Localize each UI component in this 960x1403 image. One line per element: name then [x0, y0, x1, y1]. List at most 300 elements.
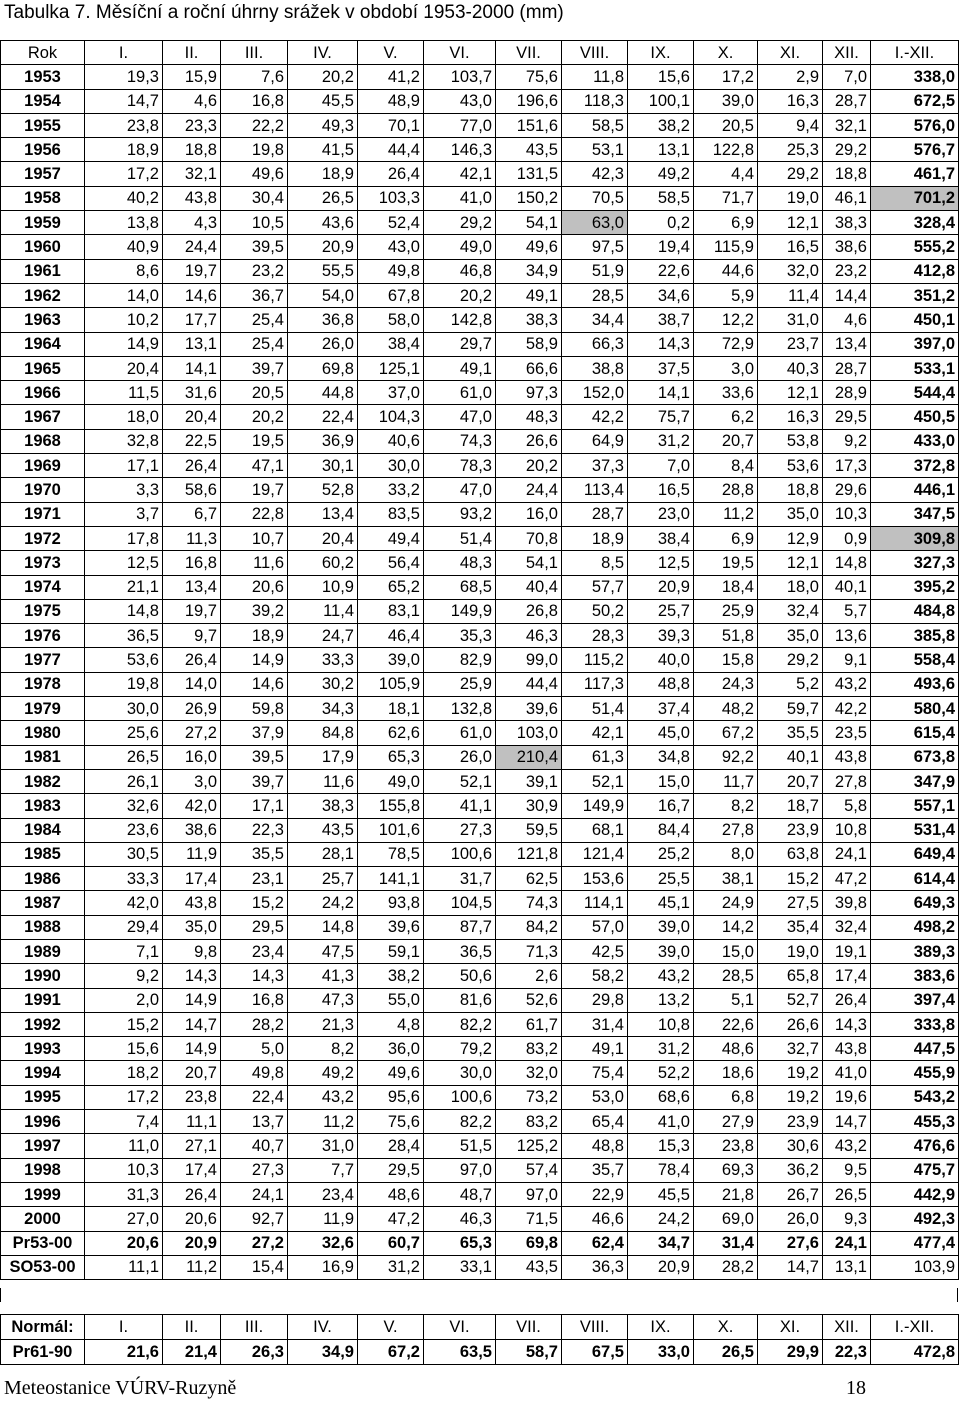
table-cell: 26,8 — [496, 599, 562, 623]
table-cell: 34,6 — [628, 283, 694, 307]
table-cell: 15,0 — [628, 769, 694, 793]
table-cell: 22,4 — [288, 405, 358, 429]
table-row — [1, 697, 959, 721]
table-cell: 33,1 — [424, 1255, 496, 1279]
table-cell: 20,4 — [163, 405, 221, 429]
table-cell: 14,2 — [694, 915, 758, 939]
table-cell: 20,6 — [221, 575, 288, 599]
table-cell: 28,3 — [562, 624, 628, 648]
table-row — [1, 259, 959, 283]
table-cell: 26,5 — [823, 1182, 871, 1206]
table-cell: 48,6 — [694, 1037, 758, 1061]
table-cell: 476,6 — [871, 1134, 959, 1158]
table-cell: 69,0 — [694, 1207, 758, 1231]
table-cell: 38,8 — [562, 356, 628, 380]
table-cell: 8,6 — [85, 259, 163, 283]
table-cell: 5,9 — [694, 283, 758, 307]
table-cell: 11,3 — [163, 526, 221, 550]
table-cell: 47,0 — [424, 478, 496, 502]
table-cell: 47,2 — [823, 867, 871, 891]
table-cell: 93,2 — [424, 502, 496, 526]
table-cell: 20,4 — [85, 356, 163, 380]
table-cell: 36,7 — [221, 283, 288, 307]
table-cell: 40,3 — [758, 356, 823, 380]
table-cell: 24,7 — [288, 624, 358, 648]
normal-cell: 58,7 — [496, 1340, 562, 1365]
table-cell: 97,5 — [562, 235, 628, 259]
table-cell: 29,2 — [758, 648, 823, 672]
table-cell: 100,1 — [628, 89, 694, 113]
table-cell: 576,0 — [871, 113, 959, 137]
table-cell: 14,0 — [85, 283, 163, 307]
table-cell: 8,5 — [562, 551, 628, 575]
table-header-row — [1, 41, 959, 65]
normal-cell: 33,0 — [628, 1340, 694, 1365]
table-cell: 11,6 — [288, 769, 358, 793]
table-cell: 57,4 — [496, 1158, 562, 1182]
table-cell: 39,3 — [628, 624, 694, 648]
table-cell: 615,4 — [871, 721, 959, 745]
table-cell: 115,9 — [694, 235, 758, 259]
table-cell: 58,2 — [562, 964, 628, 988]
table-cell: 11,9 — [163, 842, 221, 866]
table-cell: 18,9 — [85, 138, 163, 162]
table-cell: 25,9 — [424, 672, 496, 696]
table-cell: 82,2 — [424, 1110, 496, 1134]
table-cell: 43,2 — [823, 672, 871, 696]
table-cell: 20,7 — [694, 429, 758, 453]
row-label: 1999 — [1, 1182, 85, 1206]
table-cell: 11,1 — [85, 1255, 163, 1279]
table-cell: 87,7 — [424, 915, 496, 939]
table-cell: 51,9 — [562, 259, 628, 283]
table-cell: 33,2 — [358, 478, 424, 502]
row-label: 1964 — [1, 332, 85, 356]
table-cell: 38,6 — [163, 818, 221, 842]
table-cell: 14,1 — [163, 356, 221, 380]
normal-cell: 67,5 — [562, 1340, 628, 1365]
table-cell: 34,7 — [628, 1231, 694, 1255]
table-row — [1, 575, 959, 599]
table-cell: 49,1 — [496, 283, 562, 307]
table-cell: 672,5 — [871, 89, 959, 113]
table-row — [1, 842, 959, 866]
table-cell: 84,2 — [496, 915, 562, 939]
table-cell: 49,6 — [221, 162, 288, 186]
table-cell: 28,5 — [562, 283, 628, 307]
table-cell: 59,5 — [496, 818, 562, 842]
table-cell: 13,2 — [628, 988, 694, 1012]
table-cell: 18,8 — [163, 138, 221, 162]
normal-column-header: V. — [358, 1315, 424, 1340]
table-cell: 26,0 — [758, 1207, 823, 1231]
table-cell: 38,2 — [628, 113, 694, 137]
table-row — [1, 332, 959, 356]
row-label: 1978 — [1, 672, 85, 696]
table-cell: 5,8 — [823, 794, 871, 818]
table-cell: 30,1 — [288, 454, 358, 478]
table-cell: 41,1 — [424, 794, 496, 818]
table-cell: 25,7 — [288, 867, 358, 891]
row-label: 1991 — [1, 988, 85, 1012]
normal-column-header: I.-XII. — [871, 1315, 959, 1340]
table-cell: 42,3 — [562, 162, 628, 186]
table-cell: 20,9 — [628, 575, 694, 599]
table-cell: 26,4 — [163, 454, 221, 478]
table-row — [1, 915, 959, 939]
table-cell: 48,8 — [628, 672, 694, 696]
table-cell: 24,4 — [496, 478, 562, 502]
table-cell: 41,0 — [823, 1061, 871, 1085]
table-cell: 16,8 — [221, 988, 288, 1012]
table-cell: 46,3 — [424, 1207, 496, 1231]
table-cell: 16,3 — [758, 89, 823, 113]
table-cell: 10,3 — [85, 1158, 163, 1182]
table-cell: 461,7 — [871, 162, 959, 186]
table-cell: 43,8 — [823, 1037, 871, 1061]
column-header: Rok — [1, 41, 85, 65]
table-cell: 27,2 — [221, 1231, 288, 1255]
table-cell: 23,8 — [163, 1085, 221, 1109]
table-cell: 333,8 — [871, 1012, 959, 1036]
table-cell: 33,3 — [85, 867, 163, 891]
table-row — [1, 478, 959, 502]
table-cell: 15,0 — [694, 939, 758, 963]
table-row — [1, 745, 959, 769]
table-cell: 30,6 — [758, 1134, 823, 1158]
table-cell: 15,8 — [694, 648, 758, 672]
table-cell: 39,6 — [496, 697, 562, 721]
table-cell: 27,5 — [758, 891, 823, 915]
table-cell: 23,4 — [288, 1182, 358, 1206]
table-cell: 103,7 — [424, 65, 496, 89]
table-cell: 40,2 — [85, 186, 163, 210]
table-cell: 45,5 — [628, 1182, 694, 1206]
table-cell: 328,4 — [871, 211, 959, 235]
table-cell: 580,4 — [871, 697, 959, 721]
table-cell: 46,8 — [424, 259, 496, 283]
table-cell: 17,1 — [85, 454, 163, 478]
table-cell: 55,5 — [288, 259, 358, 283]
normal-column-header: X. — [694, 1315, 758, 1340]
table-cell: 78,4 — [628, 1158, 694, 1182]
table-cell: 14,9 — [163, 988, 221, 1012]
normal-cell: 26,3 — [221, 1340, 288, 1365]
table-cell: 35,3 — [424, 624, 496, 648]
table-cell: 36,8 — [288, 308, 358, 332]
table-cell: 61,3 — [562, 745, 628, 769]
table-cell: 22,2 — [221, 113, 288, 137]
table-cell: 49,2 — [628, 162, 694, 186]
table-cell: 16,9 — [288, 1255, 358, 1279]
table-cell: 27,3 — [221, 1158, 288, 1182]
table-cell: 46,4 — [358, 624, 424, 648]
table-cell: 48,9 — [358, 89, 424, 113]
row-label: 1998 — [1, 1158, 85, 1182]
table-cell: 15,9 — [163, 65, 221, 89]
table-cell: 12,1 — [758, 381, 823, 405]
table-cell: 24,2 — [628, 1207, 694, 1231]
table-cell: 38,2 — [358, 964, 424, 988]
table-cell: 20,7 — [163, 1061, 221, 1085]
table-cell: 7,1 — [85, 939, 163, 963]
table-cell: 104,3 — [358, 405, 424, 429]
table-cell: 498,2 — [871, 915, 959, 939]
table-cell: 51,5 — [424, 1134, 496, 1158]
table-cell: 25,9 — [694, 599, 758, 623]
table-cell: 25,6 — [85, 721, 163, 745]
table-cell: 19,5 — [694, 551, 758, 575]
table-cell: 34,8 — [628, 745, 694, 769]
table-cell: 39,0 — [358, 648, 424, 672]
table-cell: 2,0 — [85, 988, 163, 1012]
table-cell: 35,7 — [562, 1158, 628, 1182]
table-row — [1, 599, 959, 623]
table-cell: 29,2 — [424, 211, 496, 235]
table-cell: 20,5 — [221, 381, 288, 405]
table-cell: 35,5 — [758, 721, 823, 745]
table-cell: 533,1 — [871, 356, 959, 380]
table-cell: 649,3 — [871, 891, 959, 915]
table-cell: 7,0 — [628, 454, 694, 478]
table-cell: 22,9 — [562, 1182, 628, 1206]
table-cell: 121,8 — [496, 842, 562, 866]
table-cell: 57,7 — [562, 575, 628, 599]
table-cell: 17,2 — [85, 162, 163, 186]
table-cell: 17,2 — [85, 1085, 163, 1109]
row-label: 1979 — [1, 697, 85, 721]
table-cell: 20,2 — [424, 283, 496, 307]
table-cell: 115,2 — [562, 648, 628, 672]
table-cell: 32,0 — [758, 259, 823, 283]
row-label: 1962 — [1, 283, 85, 307]
table-cell: 196,6 — [496, 89, 562, 113]
table-cell: 43,2 — [823, 1134, 871, 1158]
table-cell: 10,3 — [823, 502, 871, 526]
table-cell: 45,1 — [628, 891, 694, 915]
table-cell: 32,8 — [85, 429, 163, 453]
table-cell: 2,9 — [758, 65, 823, 89]
table-cell: 24,9 — [694, 891, 758, 915]
table-cell: 10,9 — [288, 575, 358, 599]
table-row — [1, 89, 959, 113]
table-cell: 70,1 — [358, 113, 424, 137]
table-row — [1, 113, 959, 137]
row-label: 1960 — [1, 235, 85, 259]
table-cell: 27,3 — [424, 818, 496, 842]
table-cell: 23,9 — [758, 818, 823, 842]
table-cell: 31,7 — [424, 867, 496, 891]
column-header: II. — [163, 41, 221, 65]
table-cell: 7,7 — [288, 1158, 358, 1182]
normal-table — [0, 1314, 959, 1365]
table-cell: 3,0 — [163, 769, 221, 793]
table-cell: 82,9 — [424, 648, 496, 672]
table-row — [1, 551, 959, 575]
table-cell: 53,6 — [85, 648, 163, 672]
table-cell: 5,2 — [758, 672, 823, 696]
row-label: 1969 — [1, 454, 85, 478]
table-cell: 24,3 — [694, 672, 758, 696]
table-cell: 73,2 — [496, 1085, 562, 1109]
table-cell: 13,4 — [163, 575, 221, 599]
table-cell: 14,6 — [221, 672, 288, 696]
table-cell: 16,0 — [496, 502, 562, 526]
row-label: 1996 — [1, 1110, 85, 1134]
table-cell: 11,7 — [694, 769, 758, 793]
table-cell: 26,5 — [85, 745, 163, 769]
table-cell: 44,4 — [358, 138, 424, 162]
table-cell: 23,0 — [628, 502, 694, 526]
table-cell: 71,5 — [496, 1207, 562, 1231]
table-cell: 14,8 — [823, 551, 871, 575]
column-header: I. — [85, 41, 163, 65]
row-label: 1981 — [1, 745, 85, 769]
table-cell: 37,0 — [358, 381, 424, 405]
table-cell: 83,1 — [358, 599, 424, 623]
table-row — [1, 138, 959, 162]
table-cell: 60,7 — [358, 1231, 424, 1255]
table-cell: 45,0 — [628, 721, 694, 745]
table-cell: 52,7 — [758, 988, 823, 1012]
table-cell: 17,3 — [823, 454, 871, 478]
table-cell: 27,1 — [163, 1134, 221, 1158]
table-cell: 142,8 — [424, 308, 496, 332]
table-cell: 21,3 — [288, 1012, 358, 1036]
table-cell: 7,0 — [823, 65, 871, 89]
table-cell: 39,5 — [221, 745, 288, 769]
table-cell: 52,1 — [424, 769, 496, 793]
table-cell: 42,0 — [163, 794, 221, 818]
table-row — [1, 939, 959, 963]
table-cell: 97,3 — [496, 381, 562, 405]
table-row — [1, 818, 959, 842]
table-cell: 338,0 — [871, 65, 959, 89]
table-cell: 14,7 — [85, 89, 163, 113]
row-label: 1985 — [1, 842, 85, 866]
row-label: Pr53-00 — [1, 1231, 85, 1255]
table-cell: 26,1 — [85, 769, 163, 793]
column-header: IX. — [628, 41, 694, 65]
table-cell: 20,9 — [163, 1231, 221, 1255]
table-cell: 10,7 — [221, 526, 288, 550]
table-cell: 65,4 — [562, 1110, 628, 1134]
table-cell: 18,8 — [758, 478, 823, 502]
precipitation-table — [0, 40, 959, 1280]
table-cell: 68,6 — [628, 1085, 694, 1109]
table-cell: 49,1 — [562, 1037, 628, 1061]
table-cell: 66,6 — [496, 356, 562, 380]
table-cell: 64,9 — [562, 429, 628, 453]
table-cell: 17,7 — [163, 308, 221, 332]
table-cell: 41,0 — [628, 1110, 694, 1134]
table-row — [1, 1182, 959, 1206]
table-cell: 50,6 — [424, 964, 496, 988]
table-cell: 68,5 — [424, 575, 496, 599]
table-cell: 36,5 — [85, 624, 163, 648]
table-row — [1, 235, 959, 259]
table-cell: 15,6 — [85, 1037, 163, 1061]
table-cell: 28,9 — [823, 381, 871, 405]
table-cell: 34,3 — [288, 697, 358, 721]
row-label: 1958 — [1, 186, 85, 210]
table-cell: 35,5 — [221, 842, 288, 866]
table-cell: 43,6 — [288, 211, 358, 235]
column-header: VIII. — [562, 41, 628, 65]
table-cell: 71,3 — [496, 939, 562, 963]
table-cell: 24,1 — [823, 1231, 871, 1255]
row-label: 1975 — [1, 599, 85, 623]
table-cell: 69,8 — [288, 356, 358, 380]
table-cell: 397,4 — [871, 988, 959, 1012]
table-cell: 37,9 — [221, 721, 288, 745]
table-cell: 19,8 — [221, 138, 288, 162]
normal-cell: 21,6 — [85, 1340, 163, 1365]
table-cell: 60,2 — [288, 551, 358, 575]
table-row — [1, 867, 959, 891]
table-cell: 28,4 — [358, 1134, 424, 1158]
table-cell: 83,2 — [496, 1110, 562, 1134]
table-cell: 65,3 — [358, 745, 424, 769]
table-cell: 7,4 — [85, 1110, 163, 1134]
table-row — [1, 1110, 959, 1134]
table-row — [1, 211, 959, 235]
table-cell: 56,4 — [358, 551, 424, 575]
table-cell: 84,4 — [628, 818, 694, 842]
table-cell: 49,6 — [358, 1061, 424, 1085]
table-cell: 19,7 — [163, 599, 221, 623]
table-row — [1, 794, 959, 818]
table-cell: 42,2 — [562, 405, 628, 429]
table-cell: 20,2 — [288, 65, 358, 89]
normal-column-header: Normál: — [1, 1315, 85, 1340]
table-cell: 101,6 — [358, 818, 424, 842]
table-cell: 9,3 — [823, 1207, 871, 1231]
table-cell: 19,7 — [221, 478, 288, 502]
table-cell: 44,6 — [694, 259, 758, 283]
table-cell: 141,1 — [358, 867, 424, 891]
table-cell: 395,2 — [871, 575, 959, 599]
row-label: 1992 — [1, 1012, 85, 1036]
row-label: 1997 — [1, 1134, 85, 1158]
table-cell: 28,5 — [694, 964, 758, 988]
table-cell: 31,3 — [85, 1182, 163, 1206]
row-label: 1967 — [1, 405, 85, 429]
table-cell: 72,9 — [694, 332, 758, 356]
table-row — [1, 891, 959, 915]
table-cell: 149,9 — [424, 599, 496, 623]
table-cell: 25,2 — [628, 842, 694, 866]
table-cell: 49,1 — [424, 356, 496, 380]
table-cell: 71,7 — [694, 186, 758, 210]
table-cell: 29,6 — [823, 478, 871, 502]
table-cell: 151,6 — [496, 113, 562, 137]
table-cell: 11,1 — [163, 1110, 221, 1134]
table-cell: 26,4 — [358, 162, 424, 186]
table-cell: 18,9 — [288, 162, 358, 186]
table-row — [1, 186, 959, 210]
table-cell: 20,6 — [85, 1231, 163, 1255]
row-label: 1983 — [1, 794, 85, 818]
table-cell: 9,2 — [823, 429, 871, 453]
column-header: XI. — [758, 41, 823, 65]
normal-cell: 29,9 — [758, 1340, 823, 1365]
row-label: 1968 — [1, 429, 85, 453]
table-cell: 28,7 — [823, 356, 871, 380]
table-cell: 19,0 — [758, 186, 823, 210]
table-cell: 28,8 — [694, 478, 758, 502]
table-cell: 4,4 — [694, 162, 758, 186]
